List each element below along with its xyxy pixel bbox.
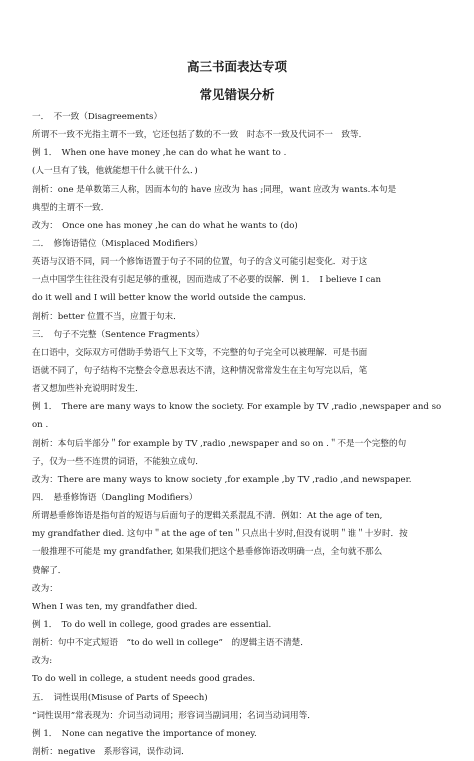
text-line: 一般推理不可能是 my grandfather, 如果我们把这个悬垂修饰语改明确一点，全句就不那么	[32, 547, 383, 558]
text-line: 剖析：better 位置不当，应置于句末．	[32, 311, 182, 322]
text-line: 例 1． None can negative the importance of money.	[32, 728, 257, 739]
text-line: 子，仅为一些不连贯的词语，不能独立成句．	[32, 456, 204, 467]
text-line: 所谓悬垂修饰语是指句首的短语与后面句子的逻辑关系混乱不清．例如：At the age of ten,	[32, 511, 383, 522]
text-line: on .	[32, 420, 49, 431]
text-line: When I was ten, my grandfather died.	[32, 601, 198, 612]
text-line: (人一旦有了钱，他就能想干什么就干什么．)	[32, 166, 198, 177]
text-line: 费解了．	[32, 565, 67, 576]
text-line: 所谓不一致不光指主谓不一致，它还包括了数的不一致 时态不一致及代词不一 致等．	[32, 130, 368, 141]
text-line: 改为： Once one has money ,he can do what he wants to (do)	[32, 220, 298, 231]
document-body	[32, 108, 444, 761]
text-line: my grandfather died. 这句中＂at the age of ten＂只点出十岁时,但没有说明＂谁＂十岁时．按	[32, 529, 408, 540]
text-line: 剖析：negative 系形容词，误作动词．	[32, 746, 190, 757]
text-line: 者又想加些补充说明时发生．	[32, 384, 144, 395]
text-line: 改为：	[32, 583, 58, 594]
text-line: 改为：There are many ways to know society ,for example ,by TV ,radio ,and newspaper.	[32, 474, 412, 485]
text-line: 五． 词性误用(Misuse of Parts of Speech)	[32, 692, 208, 703]
text-line: 例 1． There are many ways to know the society. For example by TV ,radio ,newspaper and so	[32, 402, 442, 413]
text-line: 剖析：one 是单数第三人称，因而本句的 have 应改为 has ;同理，want 应改为 wants.本句是	[32, 184, 397, 195]
document-title: 高三书面表达专项	[186, 59, 287, 74]
text-line: 一点中国学生往往没有引起足够的重视，因而造成了不必要的误解．例 1． I believe I can	[32, 275, 382, 286]
text-line: 剖析：本句后半部分＂for example by TV ,radio ,newspaper and so on .＂不是一个完整的句	[32, 438, 407, 449]
text-line: 四． 悬垂修饰语（Dangling Modifiers）	[32, 492, 198, 503]
text-line: 例 1． To do well in college, good grades are essential.	[32, 619, 272, 630]
text-line: 英语与汉语不同，同一个修饰语置于句子不同的位置，句子的含义可能引起变化．对于这	[32, 257, 368, 268]
text-line: 典型的主谓不一致．	[32, 202, 110, 213]
text-line: 例 1． When one have money ,he can do what he want to .	[32, 148, 287, 159]
text-line: 改为:	[32, 656, 53, 667]
text-line: 剖析：句中不定式短语 “to do well in college” 的逻辑主语不清楚．	[32, 638, 309, 649]
text-line: 在口语中，交际双方可借助手势语气上下文等，不完整的句子完全可以被理解．可是书面	[32, 347, 368, 358]
text-line: 语就不同了，句子结构不完整会令意思表达不清，这种情况常常发生在主句写完以后，笔	[32, 365, 368, 376]
document-subtitle: 常见错误分析	[199, 87, 275, 102]
text-line: 三． 句子不完整（Sentence Fragments）	[32, 329, 205, 340]
text-line: “词性误用”常表现为：介词当动词用；形容词当副词用；名词当动词用等．	[32, 710, 316, 721]
text-line: 二． 修饰语错位（Misplaced Modifiers）	[32, 238, 203, 249]
text-line: 一． 不一致（Disagreements）	[32, 112, 163, 122]
text-line: do it well and I will better know the world outside the campus.	[32, 293, 306, 304]
text-line: To do well in college, a student needs good grades.	[32, 674, 256, 685]
